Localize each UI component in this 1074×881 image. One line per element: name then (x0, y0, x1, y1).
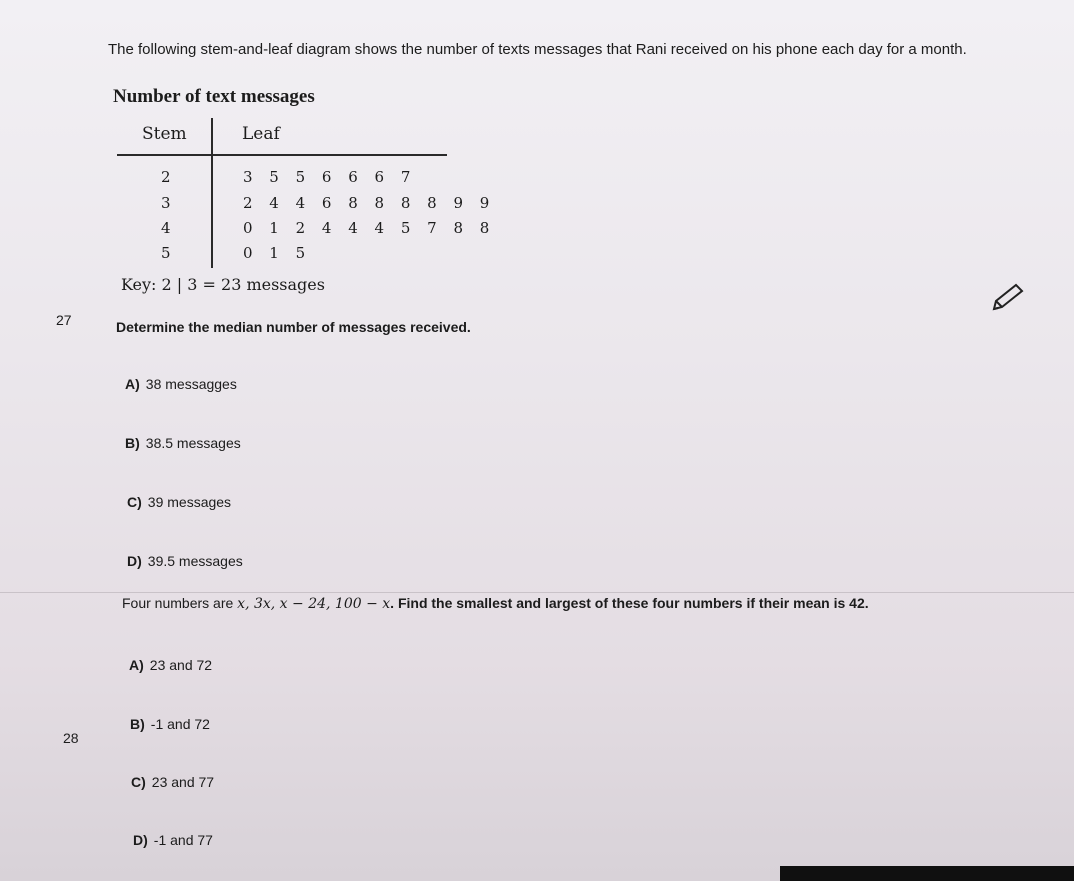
leaf-values: 0 1 2 4 4 4 5 7 8 8 (243, 219, 496, 237)
option-text: -1 and 72 (150, 716, 210, 732)
option-b[interactable] (130, 716, 210, 732)
leaf-header: Leaf (242, 124, 280, 144)
option-a[interactable] (129, 657, 212, 673)
header-divider (117, 154, 447, 156)
option-text: 38 messagges (145, 376, 237, 392)
option-text: -1 and 77 (153, 832, 213, 848)
leaf-values: 3 5 5 6 6 6 7 (243, 168, 417, 186)
option-d[interactable] (133, 832, 213, 848)
option-a[interactable] (125, 376, 237, 392)
option-text: 39 messages (147, 494, 232, 510)
option-letter: D) (133, 832, 148, 848)
question-text-prefix: Four numbers are (122, 595, 238, 611)
stem-header: Stem (142, 124, 187, 144)
option-letter: A) (125, 376, 140, 392)
question-text (122, 595, 869, 612)
option-c[interactable] (131, 774, 214, 790)
stem-value: 3 (161, 194, 171, 212)
stem-value: 5 (161, 244, 171, 262)
option-c[interactable] (127, 494, 231, 510)
option-text: 39.5 messages (147, 553, 243, 569)
table-key: Key: 2 | 3 = 23 messages (121, 275, 325, 294)
stem-leaf-table (117, 118, 496, 268)
option-letter: C) (131, 774, 146, 790)
option-text: 38.5 messages (145, 435, 241, 451)
option-text: 23 and 72 (149, 657, 213, 673)
leaf-values: 2 4 4 6 8 8 8 8 9 9 (243, 194, 496, 212)
option-letter: C) (127, 494, 142, 510)
question-text-suffix: . Find the smallest and largest of these four numbers if their mean is 42. (390, 595, 869, 611)
option-letter: D) (127, 553, 142, 569)
intro-text: The following stem-and-leaf diagram shows the number of texts messages that Rani received on his phone each day for a month. (108, 41, 967, 58)
option-letter: A) (129, 657, 144, 673)
table-row (117, 244, 447, 270)
leaf-values: 0 1 5 (243, 244, 312, 262)
question-text: Determine the median number of messages received. (116, 319, 471, 335)
option-d[interactable] (127, 553, 243, 569)
table-row (117, 219, 496, 245)
option-letter: B) (125, 435, 140, 451)
pencil-icon[interactable] (990, 283, 1026, 313)
stem-value: 4 (161, 219, 171, 237)
screen-edge (780, 866, 1074, 881)
table-title: Number of text messages (113, 86, 315, 107)
question-divider (0, 592, 1074, 593)
option-b[interactable] (125, 435, 241, 451)
question-number: 27 (56, 312, 72, 328)
stem-value: 2 (161, 168, 171, 186)
table-row (117, 168, 447, 194)
option-text: 23 and 77 (151, 774, 215, 790)
table-row (117, 194, 496, 220)
question-number: 28 (63, 730, 79, 746)
question-math: x, 3x, x − 24, 100 − x (237, 596, 391, 612)
option-letter: B) (130, 716, 145, 732)
